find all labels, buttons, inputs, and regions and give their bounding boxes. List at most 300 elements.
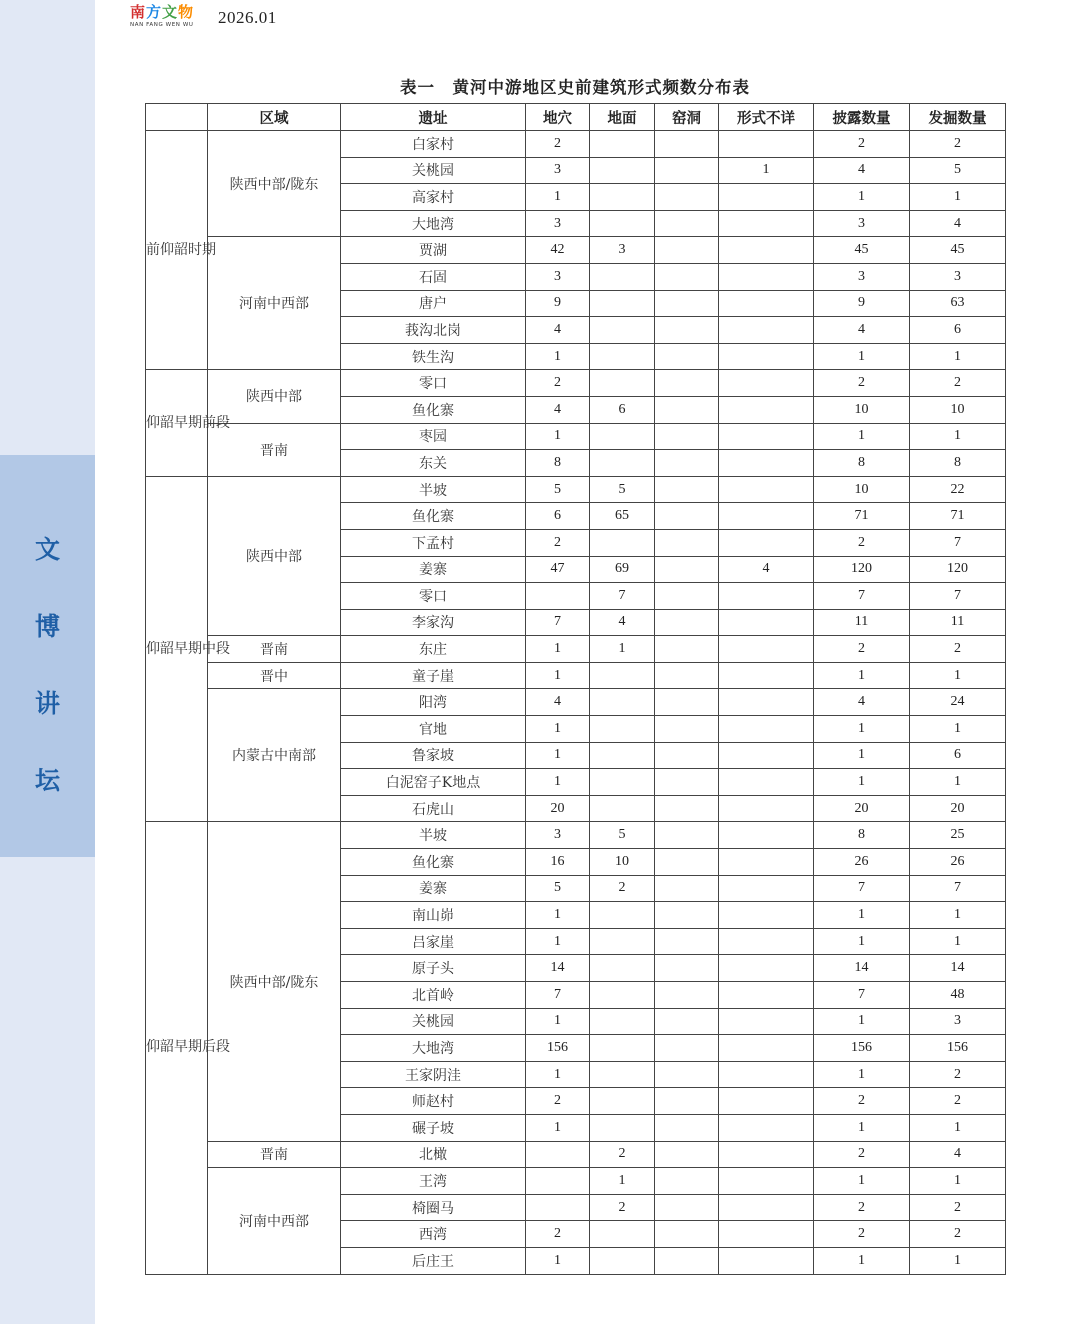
value-cell: 1 xyxy=(814,1247,910,1274)
value-cell: 1 xyxy=(814,1008,910,1035)
value-cell xyxy=(655,822,719,849)
value-cell xyxy=(590,1061,655,1088)
value-cell xyxy=(590,423,655,450)
value-cell: 2 xyxy=(526,1088,590,1115)
value-cell: 26 xyxy=(814,849,910,876)
site-cell: 下孟村 xyxy=(341,529,526,556)
value-cell xyxy=(719,237,814,264)
region-cell: 晋南 xyxy=(208,636,341,663)
site-cell: 高家村 xyxy=(341,184,526,211)
site-cell: 王家阴洼 xyxy=(341,1061,526,1088)
value-cell xyxy=(655,1114,719,1141)
value-cell: 1 xyxy=(814,184,910,211)
table-row xyxy=(146,1168,1006,1195)
value-cell xyxy=(655,928,719,955)
value-cell: 8 xyxy=(814,450,910,477)
value-cell: 1 xyxy=(910,184,1006,211)
table-body xyxy=(146,131,1006,1275)
value-cell: 4 xyxy=(814,317,910,344)
value-cell xyxy=(719,263,814,290)
value-cell: 48 xyxy=(910,982,1006,1009)
value-cell: 2 xyxy=(590,1194,655,1221)
value-cell: 71 xyxy=(814,503,910,530)
value-cell: 7 xyxy=(526,982,590,1009)
region-cell: 河南中西部 xyxy=(208,237,341,370)
value-cell xyxy=(655,902,719,929)
value-cell: 3 xyxy=(910,1008,1006,1035)
value-cell: 1 xyxy=(910,1114,1006,1141)
value-cell: 1 xyxy=(910,343,1006,370)
value-cell: 7 xyxy=(910,529,1006,556)
value-cell xyxy=(655,1141,719,1168)
value-cell xyxy=(719,1247,814,1274)
value-cell: 1 xyxy=(590,636,655,663)
value-cell: 1 xyxy=(910,1168,1006,1195)
logo-char: 文 xyxy=(162,3,179,21)
value-cell xyxy=(590,795,655,822)
value-cell: 10 xyxy=(590,849,655,876)
site-cell: 唐户 xyxy=(341,290,526,317)
value-cell xyxy=(526,1141,590,1168)
site-cell: 鱼化寨 xyxy=(341,396,526,423)
site-cell: 北首岭 xyxy=(341,982,526,1009)
site-cell: 阳湾 xyxy=(341,689,526,716)
value-cell: 69 xyxy=(590,556,655,583)
value-cell xyxy=(655,370,719,397)
value-cell: 1 xyxy=(526,1114,590,1141)
value-cell: 2 xyxy=(814,131,910,158)
table-row xyxy=(146,822,1006,849)
value-cell: 1 xyxy=(910,423,1006,450)
value-cell xyxy=(719,583,814,610)
value-cell: 14 xyxy=(814,955,910,982)
value-cell xyxy=(590,689,655,716)
site-cell: 枣园 xyxy=(341,423,526,450)
value-cell xyxy=(719,317,814,344)
value-cell: 65 xyxy=(590,503,655,530)
value-cell xyxy=(655,769,719,796)
value-cell: 156 xyxy=(814,1035,910,1062)
value-cell: 7 xyxy=(814,583,910,610)
value-cell xyxy=(655,529,719,556)
value-cell xyxy=(655,955,719,982)
value-cell xyxy=(655,583,719,610)
site-cell: 关桃园 xyxy=(341,157,526,184)
column-header: 区域 xyxy=(208,104,341,131)
value-cell: 9 xyxy=(526,290,590,317)
site-cell: 姜寨 xyxy=(341,556,526,583)
value-cell xyxy=(719,210,814,237)
value-cell: 3 xyxy=(910,263,1006,290)
value-cell xyxy=(526,583,590,610)
value-cell: 4 xyxy=(814,689,910,716)
value-cell: 42 xyxy=(526,237,590,264)
column-header: 窑洞 xyxy=(655,104,719,131)
value-cell: 1 xyxy=(526,1061,590,1088)
value-cell: 2 xyxy=(814,636,910,663)
value-cell xyxy=(719,1194,814,1221)
value-cell xyxy=(719,131,814,158)
value-cell: 14 xyxy=(910,955,1006,982)
value-cell: 45 xyxy=(910,237,1006,264)
site-cell: 半坡 xyxy=(341,822,526,849)
value-cell: 2 xyxy=(590,875,655,902)
value-cell: 2 xyxy=(814,1221,910,1248)
value-cell: 14 xyxy=(526,955,590,982)
value-cell xyxy=(590,131,655,158)
magazine-logo xyxy=(130,3,205,30)
column-header xyxy=(146,104,208,131)
site-cell: 官地 xyxy=(341,716,526,743)
value-cell xyxy=(590,662,655,689)
logo-char: 物 xyxy=(178,3,195,21)
table-header-row xyxy=(146,104,1006,131)
value-cell: 2 xyxy=(814,370,910,397)
site-cell: 东庄 xyxy=(341,636,526,663)
value-cell: 4 xyxy=(526,317,590,344)
value-cell: 2 xyxy=(910,1088,1006,1115)
site-cell: 半坡 xyxy=(341,476,526,503)
value-cell: 7 xyxy=(814,875,910,902)
value-cell xyxy=(590,928,655,955)
value-cell xyxy=(590,290,655,317)
site-cell: 鱼化寨 xyxy=(341,503,526,530)
site-cell: 大地湾 xyxy=(341,1035,526,1062)
value-cell xyxy=(655,157,719,184)
value-cell: 2 xyxy=(526,131,590,158)
value-cell xyxy=(655,263,719,290)
value-cell: 1 xyxy=(719,157,814,184)
value-cell: 2 xyxy=(526,529,590,556)
value-cell xyxy=(590,529,655,556)
value-cell xyxy=(655,1035,719,1062)
value-cell: 1 xyxy=(814,662,910,689)
value-cell xyxy=(719,290,814,317)
value-cell: 1 xyxy=(814,1168,910,1195)
value-cell: 4 xyxy=(910,1141,1006,1168)
value-cell xyxy=(719,849,814,876)
value-cell xyxy=(655,556,719,583)
value-cell xyxy=(719,636,814,663)
region-cell: 晋中 xyxy=(208,662,341,689)
value-cell xyxy=(590,902,655,929)
value-cell: 5 xyxy=(526,875,590,902)
value-cell xyxy=(719,955,814,982)
value-cell: 2 xyxy=(910,1221,1006,1248)
value-cell: 16 xyxy=(526,849,590,876)
value-cell: 1 xyxy=(910,1247,1006,1274)
value-cell xyxy=(590,769,655,796)
value-cell: 2 xyxy=(814,1194,910,1221)
value-cell: 2 xyxy=(814,529,910,556)
value-cell xyxy=(590,1088,655,1115)
value-cell: 2 xyxy=(910,1061,1006,1088)
value-cell xyxy=(719,1035,814,1062)
value-cell: 2 xyxy=(590,1141,655,1168)
value-cell: 2 xyxy=(814,1088,910,1115)
value-cell xyxy=(719,716,814,743)
issue-number: 2026.01 xyxy=(218,8,277,27)
value-cell: 8 xyxy=(526,450,590,477)
value-cell: 3 xyxy=(526,822,590,849)
value-cell: 2 xyxy=(526,370,590,397)
value-cell: 1 xyxy=(526,423,590,450)
value-cell: 4 xyxy=(590,609,655,636)
sidebar-char: 文 xyxy=(34,535,60,564)
value-cell xyxy=(655,662,719,689)
site-cell: 零口 xyxy=(341,583,526,610)
value-cell: 1 xyxy=(814,716,910,743)
value-cell: 3 xyxy=(590,237,655,264)
value-cell xyxy=(719,662,814,689)
period-cell: 前仰韶时期 xyxy=(146,131,208,370)
value-cell: 1 xyxy=(526,902,590,929)
value-cell: 6 xyxy=(910,317,1006,344)
value-cell xyxy=(655,689,719,716)
value-cell: 1 xyxy=(814,343,910,370)
site-cell: 原子头 xyxy=(341,955,526,982)
value-cell xyxy=(655,849,719,876)
value-cell xyxy=(655,1247,719,1274)
column-header: 遗址 xyxy=(341,104,526,131)
column-header: 披露数量 xyxy=(814,104,910,131)
value-cell: 156 xyxy=(526,1035,590,1062)
table-row xyxy=(146,370,1006,397)
value-cell xyxy=(655,210,719,237)
region-cell: 陕西中部 xyxy=(208,370,341,423)
value-cell xyxy=(719,1061,814,1088)
value-cell xyxy=(655,982,719,1009)
value-cell xyxy=(655,237,719,264)
value-cell xyxy=(655,131,719,158)
value-cell xyxy=(719,1221,814,1248)
value-cell: 1 xyxy=(526,716,590,743)
column-header: 地面 xyxy=(590,104,655,131)
distribution-table xyxy=(145,103,1006,1275)
value-cell: 4 xyxy=(910,210,1006,237)
table-row xyxy=(146,423,1006,450)
region-cell: 河南中西部 xyxy=(208,1168,341,1274)
value-cell xyxy=(655,636,719,663)
value-cell: 7 xyxy=(910,875,1006,902)
value-cell xyxy=(590,955,655,982)
region-cell: 陕西中部/陇东 xyxy=(208,131,341,237)
value-cell xyxy=(719,769,814,796)
value-cell xyxy=(590,317,655,344)
value-cell xyxy=(655,609,719,636)
value-cell: 1 xyxy=(526,928,590,955)
site-cell: 莪沟北岗 xyxy=(341,317,526,344)
value-cell xyxy=(719,1088,814,1115)
value-cell xyxy=(719,689,814,716)
value-cell xyxy=(590,157,655,184)
value-cell: 1 xyxy=(910,716,1006,743)
site-cell: 鲁家坡 xyxy=(341,742,526,769)
table-row xyxy=(146,131,1006,158)
value-cell xyxy=(655,450,719,477)
value-cell: 1 xyxy=(526,769,590,796)
value-cell: 6 xyxy=(590,396,655,423)
value-cell: 26 xyxy=(910,849,1006,876)
table-title: 表一 黄河中游地区史前建筑形式频数分布表 xyxy=(400,78,750,97)
value-cell xyxy=(719,609,814,636)
value-cell xyxy=(590,1008,655,1035)
value-cell: 20 xyxy=(526,795,590,822)
value-cell: 1 xyxy=(814,742,910,769)
site-cell: 西湾 xyxy=(341,1221,526,1248)
region-cell: 陕西中部/陇东 xyxy=(208,822,341,1141)
value-cell: 1 xyxy=(910,662,1006,689)
value-cell: 10 xyxy=(814,396,910,423)
value-cell: 1 xyxy=(526,742,590,769)
value-cell: 120 xyxy=(910,556,1006,583)
column-header: 形式不详 xyxy=(719,104,814,131)
value-cell: 2 xyxy=(910,131,1006,158)
value-cell xyxy=(655,1088,719,1115)
site-cell: 铁生沟 xyxy=(341,343,526,370)
value-cell: 7 xyxy=(590,583,655,610)
value-cell xyxy=(719,1141,814,1168)
value-cell: 11 xyxy=(910,609,1006,636)
site-cell: 李家沟 xyxy=(341,609,526,636)
value-cell: 1 xyxy=(526,1008,590,1035)
column-header: 发掘数量 xyxy=(910,104,1006,131)
value-cell: 9 xyxy=(814,290,910,317)
value-cell: 1 xyxy=(526,343,590,370)
value-cell: 6 xyxy=(910,742,1006,769)
value-cell xyxy=(655,1061,719,1088)
site-cell: 南山峁 xyxy=(341,902,526,929)
value-cell: 47 xyxy=(526,556,590,583)
region-cell: 陕西中部 xyxy=(208,476,341,636)
value-cell xyxy=(655,875,719,902)
value-cell: 22 xyxy=(910,476,1006,503)
value-cell xyxy=(526,1194,590,1221)
value-cell: 20 xyxy=(814,795,910,822)
value-cell xyxy=(590,210,655,237)
value-cell xyxy=(655,1194,719,1221)
value-cell xyxy=(655,1168,719,1195)
value-cell: 1 xyxy=(814,902,910,929)
site-cell: 王湾 xyxy=(341,1168,526,1195)
value-cell xyxy=(719,503,814,530)
logo-subtitle: NAN FANG WEN WU xyxy=(130,22,194,28)
value-cell xyxy=(590,450,655,477)
value-cell xyxy=(719,822,814,849)
value-cell xyxy=(719,450,814,477)
value-cell: 4 xyxy=(526,689,590,716)
value-cell xyxy=(590,742,655,769)
value-cell: 8 xyxy=(814,822,910,849)
value-cell xyxy=(655,1221,719,1248)
value-cell xyxy=(719,1114,814,1141)
value-cell: 20 xyxy=(910,795,1006,822)
value-cell: 3 xyxy=(526,210,590,237)
site-cell: 东关 xyxy=(341,450,526,477)
site-cell: 鱼化寨 xyxy=(341,849,526,876)
value-cell: 25 xyxy=(910,822,1006,849)
value-cell: 2 xyxy=(910,1194,1006,1221)
site-cell: 贾湖 xyxy=(341,237,526,264)
site-cell: 白家村 xyxy=(341,131,526,158)
value-cell: 3 xyxy=(526,157,590,184)
value-cell: 2 xyxy=(910,636,1006,663)
value-cell: 1 xyxy=(910,928,1006,955)
value-cell xyxy=(719,1008,814,1035)
region-cell: 晋南 xyxy=(208,1141,341,1168)
value-cell: 1 xyxy=(910,769,1006,796)
logo-char: 方 xyxy=(146,3,163,21)
value-cell: 2 xyxy=(526,1221,590,1248)
period-cell: 仰韶早期前段 xyxy=(146,370,208,476)
value-cell: 3 xyxy=(526,263,590,290)
value-cell: 1 xyxy=(526,184,590,211)
site-cell: 石虎山 xyxy=(341,795,526,822)
table-row xyxy=(146,636,1006,663)
value-cell xyxy=(655,290,719,317)
value-cell xyxy=(655,343,719,370)
value-cell: 11 xyxy=(814,609,910,636)
value-cell xyxy=(719,343,814,370)
region-cell: 晋南 xyxy=(208,423,341,476)
value-cell: 7 xyxy=(814,982,910,1009)
value-cell: 1 xyxy=(526,636,590,663)
value-cell xyxy=(719,370,814,397)
sidebar-char: 博 xyxy=(34,612,60,641)
value-cell xyxy=(719,1168,814,1195)
value-cell xyxy=(590,716,655,743)
value-cell: 63 xyxy=(910,290,1006,317)
table-row xyxy=(146,476,1006,503)
value-cell xyxy=(719,902,814,929)
value-cell: 156 xyxy=(910,1035,1006,1062)
value-cell xyxy=(655,396,719,423)
site-cell: 大地湾 xyxy=(341,210,526,237)
value-cell: 1 xyxy=(814,423,910,450)
value-cell: 5 xyxy=(590,476,655,503)
site-cell: 北橄 xyxy=(341,1141,526,1168)
value-cell: 24 xyxy=(910,689,1006,716)
value-cell: 7 xyxy=(910,583,1006,610)
value-cell xyxy=(655,716,719,743)
site-cell: 白泥窑子K地点 xyxy=(341,769,526,796)
value-cell xyxy=(719,875,814,902)
value-cell: 1 xyxy=(526,662,590,689)
value-cell: 3 xyxy=(814,263,910,290)
value-cell xyxy=(590,263,655,290)
value-cell: 45 xyxy=(814,237,910,264)
sidebar-char: 坛 xyxy=(34,766,60,795)
table-row xyxy=(146,237,1006,264)
period-cell: 仰韶早期中段 xyxy=(146,476,208,822)
value-cell xyxy=(590,982,655,1009)
period-cell: 仰韶早期后段 xyxy=(146,822,208,1274)
value-cell: 4 xyxy=(814,157,910,184)
value-cell xyxy=(655,503,719,530)
table-row xyxy=(146,1141,1006,1168)
value-cell xyxy=(719,795,814,822)
value-cell xyxy=(590,343,655,370)
site-cell: 吕家崖 xyxy=(341,928,526,955)
value-cell: 5 xyxy=(590,822,655,849)
value-cell xyxy=(719,928,814,955)
value-cell xyxy=(719,184,814,211)
site-cell: 零口 xyxy=(341,370,526,397)
value-cell: 1 xyxy=(526,1247,590,1274)
site-cell: 童子崖 xyxy=(341,662,526,689)
value-cell xyxy=(655,742,719,769)
value-cell: 1 xyxy=(590,1168,655,1195)
